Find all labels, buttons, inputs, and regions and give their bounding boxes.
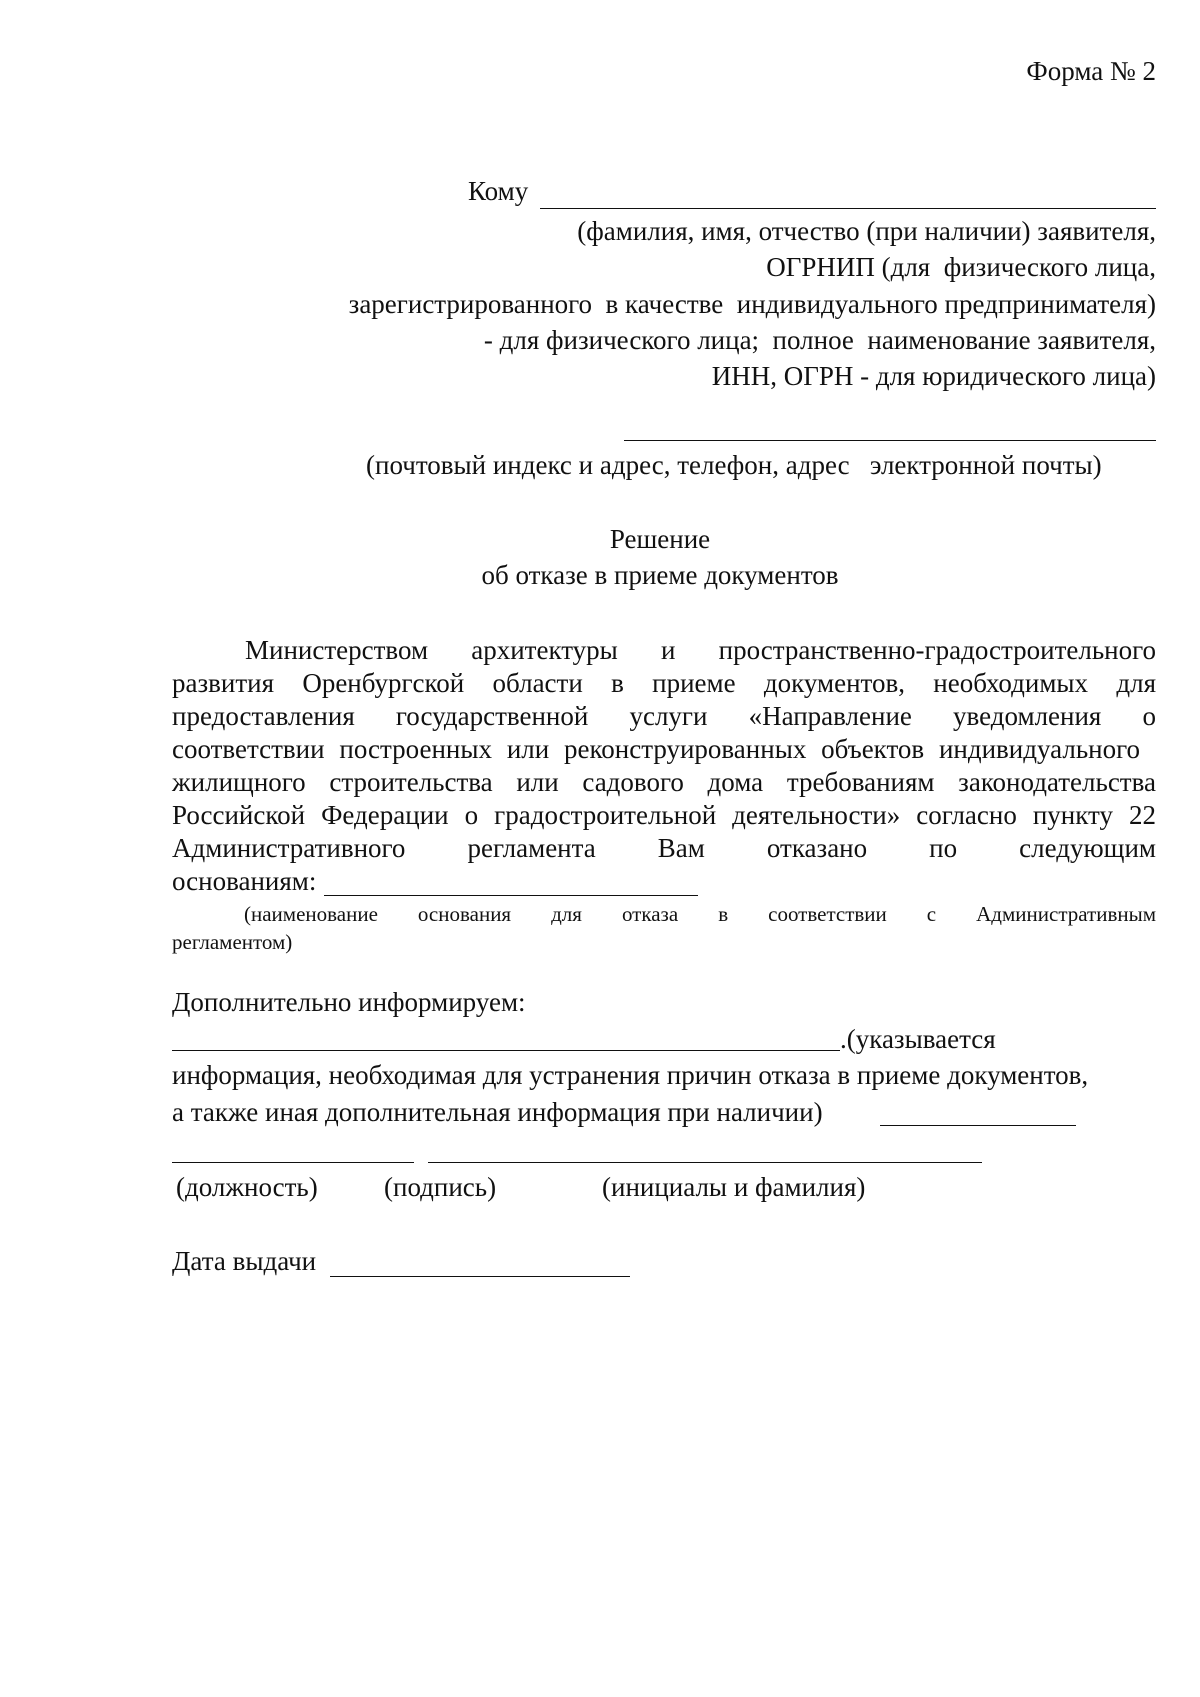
position-caption: (должность) (176, 1172, 318, 1202)
additional-line-1-suffix: .(указывается (840, 1024, 996, 1054)
document-title: Решение (609, 524, 711, 554)
addressee-address-caption: (почтовый индекс и адрес, телефон, адрес электронной почты) (366, 450, 1102, 480)
additional-field[interactable] (172, 1022, 840, 1051)
addressee-line-1: (фамилия, имя, отчество (при наличии) заявителя, (577, 216, 1156, 246)
addressee-to-field[interactable] (540, 178, 1156, 209)
addressee-line-2: ОГРНИП (для физического лица, (766, 252, 1156, 282)
issue-date-field[interactable] (330, 1246, 630, 1277)
additional-line-3: а также иная дополнительная информация при наличии) (172, 1097, 823, 1127)
addressee-to-label: Кому (468, 176, 529, 206)
additional-label: Дополнительно информируем: (172, 987, 526, 1017)
grounds-caption-line-2: регламентом) (172, 930, 293, 954)
addressee-line-3: зарегистрированного в качестве индивидуального предпринимателя) (348, 289, 1156, 319)
signature-caption: (подпись) (384, 1172, 497, 1202)
signature-name-field[interactable] (428, 1140, 982, 1163)
body-line-5: жилищного строительства или садового дома требованиям законодательства (172, 767, 1156, 797)
body-line-1: Министерством архитектуры и пространственно-градостроительного (245, 635, 1156, 665)
addressee-line-5: ИНН, ОГРН - для юридического лица) (711, 361, 1156, 391)
form-number: Форма № 2 (1026, 56, 1156, 86)
body-line-4: соответствии построенных или реконструированных объектов индивидуального (172, 734, 1140, 764)
additional-line-2: информация, необходимая для устранения причин отказа в приеме документов, (172, 1060, 1089, 1090)
grounds-label: основаниям: (172, 866, 317, 896)
body-line-2: развития Оренбургской области в приеме документов, необходимых для (172, 668, 1156, 698)
addressee-address-field[interactable] (624, 410, 1156, 441)
grounds-field[interactable] (324, 866, 698, 896)
name-caption: (инициалы и фамилия) (602, 1172, 866, 1202)
grounds-caption-line-1: (наименование основания для отказа в соответствии с Административным (244, 902, 1156, 926)
document-subtitle: об отказе в приеме документов (481, 560, 839, 590)
body-line-6: Российской Федерации о градостроительной деятельности» согласно пункту 22 (172, 800, 1156, 830)
position-field[interactable] (172, 1140, 414, 1163)
body-line-7: Административного регламента Вам отказано по следующим (172, 833, 1156, 863)
issue-date-label: Дата выдачи (172, 1246, 317, 1276)
addressee-line-4: - для физического лица; полное наименование заявителя, (483, 325, 1156, 355)
body-line-3: предоставления государственной услуги «Направление уведомления о (172, 701, 1156, 731)
additional-extra-field[interactable] (880, 1097, 1076, 1126)
